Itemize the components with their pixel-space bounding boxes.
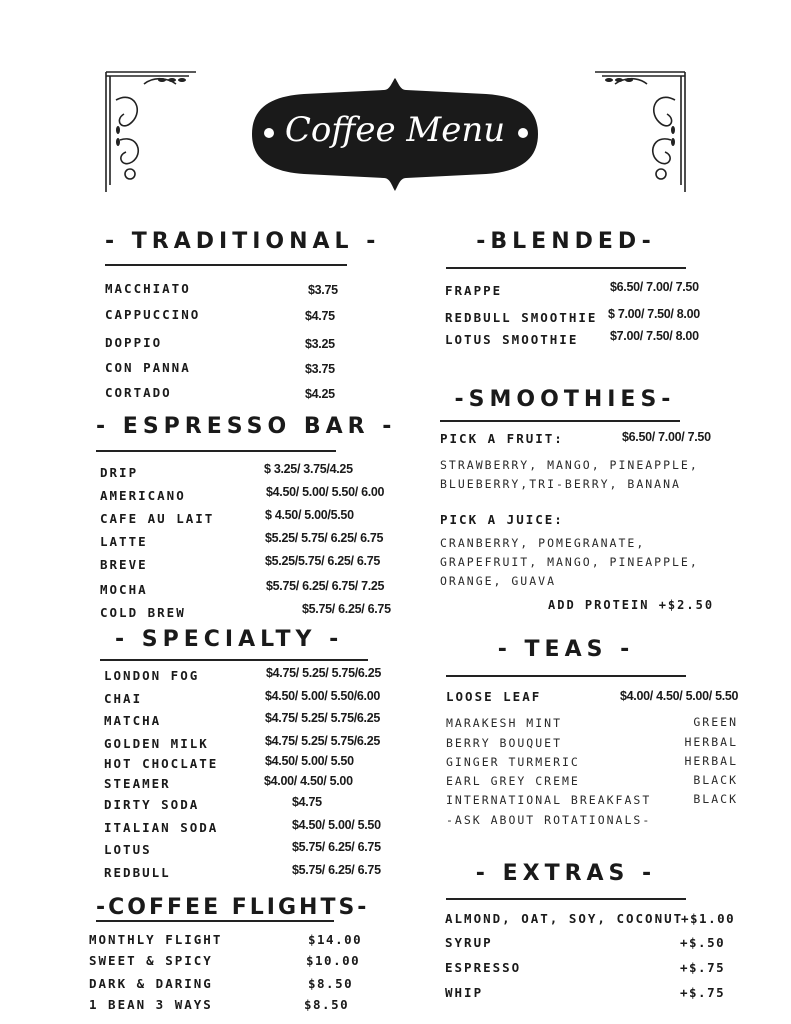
divider: [96, 920, 334, 922]
specialty-item-name: CHAI: [104, 691, 143, 706]
specialty-item-price: $4.50/ 5.00/ 5.50/6.00: [265, 689, 381, 703]
section-title-extras: - EXTRAS -: [475, 861, 657, 886]
tea-item-type: HERBAL: [684, 735, 738, 749]
espresso-item-name: COLD BREW: [100, 605, 186, 620]
tea-item-name: INTERNATIONAL BREAKFAST: [446, 793, 652, 807]
tea-item-name: GINGER TURMERIC: [446, 755, 580, 769]
fruit-options-line-1: STRAWBERRY, MANGO, PINEAPPLE,: [440, 458, 699, 472]
espresso-item-price: $5.75/ 6.25/ 6.75: [302, 602, 391, 616]
specialty-item-name: GOLDEN MILK: [104, 736, 209, 751]
extra-item-price: +$.50: [680, 935, 726, 950]
corner-ornament-right-icon: [595, 70, 687, 195]
specialty-item-price: $4.75: [292, 795, 322, 809]
specialty-item-name: MATCHA: [104, 713, 162, 728]
divider: [440, 420, 680, 422]
pick-juice-label: PICK A JUICE:: [440, 512, 564, 527]
specialty-item-price: $4.50/ 5.00/ 5.50: [292, 818, 381, 832]
traditional-item-name: MACCHIATO: [105, 281, 191, 296]
espresso-item-price: $5.25/5.75/ 6.25/ 6.75: [265, 554, 381, 568]
specialty-item-price: $4.75/ 5.25/ 5.75/6.25: [266, 666, 382, 680]
blended-item-name: REDBULL SMOOTHIE: [445, 310, 598, 325]
divider: [105, 264, 347, 266]
fruit-options-line-2: BLUEBERRY,TRI-BERRY, BANANA: [440, 477, 681, 491]
specialty-item-name: HOT CHOCLATE: [104, 756, 219, 771]
espresso-item-price: $5.25/ 5.75/ 6.25/ 6.75: [265, 531, 384, 545]
espresso-item-price: $ 4.50/ 5.00/5.50: [265, 508, 354, 522]
specialty-item-name: LONDON FOG: [104, 668, 200, 683]
juice-options-line-2: GRAPEFRUIT, MANGO, PINEAPPLE,: [440, 555, 699, 569]
specialty-item-price: $4.75/ 5.25/ 5.75/6.25: [265, 734, 381, 748]
espresso-item-price: $4.50/ 5.00/ 5.50/ 6.00: [266, 485, 385, 499]
espresso-item-name: CAFE AU LAIT: [100, 511, 215, 526]
flight-item-price: $8.50: [304, 997, 350, 1012]
flight-item-price: $14.00: [308, 932, 363, 947]
pick-fruit-price: $6.50/ 7.00/ 7.50: [622, 430, 711, 444]
section-title-coffee-flights: -COFFEE FLIGHTS-: [96, 895, 370, 920]
traditional-item-name: CAPPUCCINO: [105, 307, 201, 322]
loose-leaf-price: $4.00/ 4.50/ 5.00/ 5.50: [620, 689, 739, 703]
juice-options-line-3: ORANGE, GUAVA: [440, 574, 557, 588]
extra-item-name: WHIP: [445, 985, 484, 1000]
tea-item-name: BERRY BOUQUET: [446, 736, 563, 750]
section-title-blended: -BLENDED-: [476, 229, 656, 254]
espresso-item-name: LATTE: [100, 534, 148, 549]
specialty-item-name: REDBULL: [104, 865, 171, 880]
espresso-item-name: BREVE: [100, 557, 148, 572]
blended-item-price: $7.00/ 7.50/ 8.00: [610, 329, 699, 343]
tea-item-type: GREEN: [693, 715, 738, 729]
extra-item-name: SYRUP: [445, 935, 493, 950]
espresso-item-price: $ 3.25/ 3.75/4.25: [264, 462, 353, 476]
page-title: Coffee Menu: [284, 110, 506, 150]
section-title-specialty: - SPECIALTY -: [115, 627, 344, 652]
specialty-item-name: DIRTY SODA: [104, 797, 200, 812]
divider: [446, 267, 686, 269]
tea-item-type: HERBAL: [684, 754, 738, 768]
tea-item-type: BLACK: [693, 773, 738, 787]
juice-options-line-1: CRANBERRY, POMEGRANATE,: [440, 536, 646, 550]
section-title-espresso-bar: - ESPRESSO BAR -: [96, 414, 397, 439]
traditional-item-price: $4.25: [305, 387, 335, 401]
traditional-item-name: DOPPIO: [105, 335, 163, 350]
divider: [100, 659, 368, 661]
corner-ornament-left-icon: [104, 70, 196, 195]
specialty-item-price: $5.75/ 6.25/ 6.75: [292, 840, 381, 854]
extra-item-price: +$1.00: [681, 911, 736, 926]
specialty-item-price: $4.50/ 5.00/ 5.50: [265, 754, 354, 768]
specialty-item-name: LOTUS: [104, 842, 152, 857]
specialty-item-name: ITALIAN SODA: [104, 820, 219, 835]
divider: [96, 450, 336, 452]
espresso-item-price: $5.75/ 6.25/ 6.75/ 7.25: [266, 579, 385, 593]
traditional-item-price: $3.75: [305, 362, 335, 376]
blended-item-price: $ 7.00/ 7.50/ 8.00: [608, 307, 700, 321]
traditional-item-name: CON PANNA: [105, 360, 191, 375]
traditional-item-name: CORTADO: [105, 385, 172, 400]
espresso-item-name: MOCHA: [100, 582, 148, 597]
espresso-item-name: AMERICANO: [100, 488, 186, 503]
section-title-smoothies: -SMOOTHIES-: [454, 387, 676, 412]
extra-item-name: ALMOND, OAT, SOY, COCONUT: [445, 911, 684, 926]
extra-item-price: +$.75: [680, 985, 726, 1000]
specialty-item-name: STEAMER: [104, 776, 171, 791]
traditional-item-price: $3.75: [308, 283, 338, 297]
rotationals-note: -ASK ABOUT ROTATIONALS-: [446, 813, 652, 827]
flight-item-name: 1 BEAN 3 WAYS: [89, 997, 213, 1012]
divider: [446, 675, 686, 677]
traditional-item-price: $4.75: [305, 309, 335, 323]
pick-fruit-label: PICK A FRUIT:: [440, 431, 564, 446]
extra-item-price: +$.75: [680, 960, 726, 975]
specialty-item-price: $5.75/ 6.25/ 6.75: [292, 863, 381, 877]
loose-leaf-label: LOOSE LEAF: [446, 689, 542, 704]
add-protein-note: ADD PROTEIN +$2.50: [548, 598, 715, 612]
flight-item-name: DARK & DARING: [89, 976, 213, 991]
espresso-item-name: DRIP: [100, 465, 139, 480]
specialty-item-price: $4.00/ 4.50/ 5.00: [264, 774, 353, 788]
section-title-teas: - TEAS -: [497, 637, 635, 662]
blended-item-name: LOTUS SMOOTHIE: [445, 332, 579, 347]
blended-item-name: FRAPPE: [445, 283, 503, 298]
tea-item-name: EARL GREY CREME: [446, 774, 580, 788]
blended-item-price: $6.50/ 7.00/ 7.50: [610, 280, 699, 294]
flight-item-price: $10.00: [306, 953, 361, 968]
tea-item-type: BLACK: [693, 792, 738, 806]
section-title-traditional: - TRADITIONAL -: [105, 229, 381, 254]
specialty-item-price: $4.75/ 5.25/ 5.75/6.25: [265, 711, 381, 725]
extra-item-name: ESPRESSO: [445, 960, 522, 975]
flight-item-price: $8.50: [308, 976, 354, 991]
divider: [446, 898, 686, 900]
traditional-item-price: $3.25: [305, 337, 335, 351]
flight-item-name: SWEET & SPICY: [89, 953, 213, 968]
tea-item-name: MARAKESH MINT: [446, 716, 563, 730]
flight-item-name: MONTHLY FLIGHT: [89, 932, 223, 947]
